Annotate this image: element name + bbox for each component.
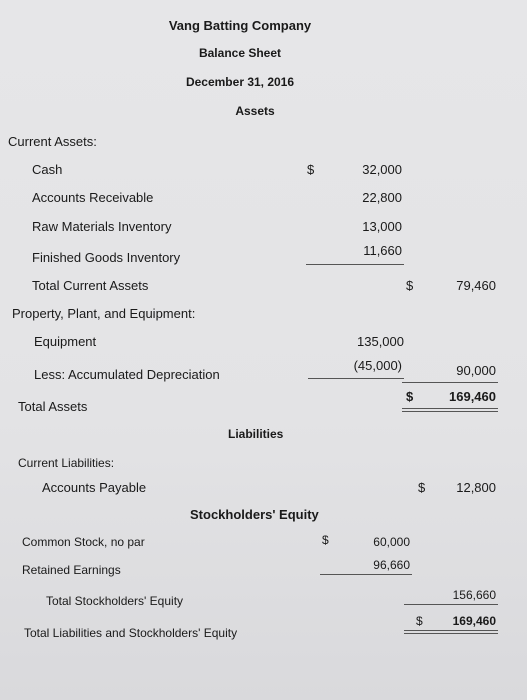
ppe-underline — [308, 378, 404, 379]
finished-goods-amount: 11,660 — [363, 243, 402, 258]
raw-materials-amount: 13,000 — [362, 219, 402, 234]
net-underline — [402, 382, 498, 383]
total-current-assets-currency: $ — [406, 278, 414, 293]
common-stock-currency: $ — [322, 533, 329, 547]
receivable-label: Accounts Receivable — [32, 190, 154, 205]
raw-materials-label: Raw Materials Inventory — [32, 219, 172, 234]
ppe-net-amount: 90,000 — [456, 363, 496, 378]
total-equity-amount: 156,660 — [452, 588, 496, 602]
statement-title: Balance Sheet — [198, 46, 282, 60]
equipment-label: Equipment — [34, 334, 97, 349]
ppe-heading: Property, Plant, and Equipment: — [12, 306, 196, 321]
depreciation-amount: (45,000) — [353, 358, 402, 373]
total-equity-underline — [404, 604, 498, 605]
liabilities-section-title: Liabilities — [228, 427, 284, 441]
statement-date: December 31, 2016 — [185, 75, 295, 89]
total-liabilities-equity-currency: $ — [416, 614, 423, 628]
total-equity-label: Total Stockholders' Equity — [46, 594, 184, 608]
finished-goods-label: Finished Goods Inventory — [32, 250, 181, 265]
equity-underline — [320, 574, 412, 575]
common-stock-amount: 60,000 — [373, 535, 410, 549]
accounts-payable-currency: $ — [418, 480, 426, 495]
total-assets-currency: $ — [406, 389, 414, 404]
retained-earnings-amount: 96,660 — [373, 558, 410, 572]
receivable-amount: 22,800 — [362, 190, 402, 205]
retained-earnings-label: Retained Earnings — [22, 563, 121, 577]
accounts-payable-amount: 12,800 — [456, 480, 496, 495]
current-liabilities-heading: Current Liabilities: — [18, 456, 115, 470]
total-current-assets-amount: 79,460 — [456, 278, 496, 293]
common-stock-label: Common Stock, no par — [22, 535, 145, 549]
total-current-assets-label: Total Current Assets — [32, 278, 149, 293]
assets-section-title: Assets — [235, 104, 275, 118]
cash-currency: $ — [307, 162, 315, 177]
total-le-double-underline — [404, 630, 498, 634]
subtotal-underline — [306, 264, 404, 265]
depreciation-label: Less: Accumulated Depreciation — [34, 367, 220, 382]
total-liabilities-equity-label: Total Liabilities and Stockholders' Equity — [24, 626, 238, 640]
current-assets-heading: Current Assets: — [8, 134, 97, 149]
cash-amount: 32,000 — [362, 162, 402, 177]
total-assets-label: Total Assets — [18, 399, 88, 414]
company-name: Vang Batting Company — [168, 18, 312, 33]
equity-section-title: Stockholders' Equity — [190, 507, 319, 522]
cash-label: Cash — [32, 162, 63, 177]
total-assets-amount: 169,460 — [449, 389, 496, 404]
total-liabilities-equity-amount: 169,460 — [452, 614, 496, 628]
equipment-amount: 135,000 — [357, 334, 404, 349]
accounts-payable-label: Accounts Payable — [42, 480, 147, 495]
total-assets-double-underline — [402, 408, 498, 412]
